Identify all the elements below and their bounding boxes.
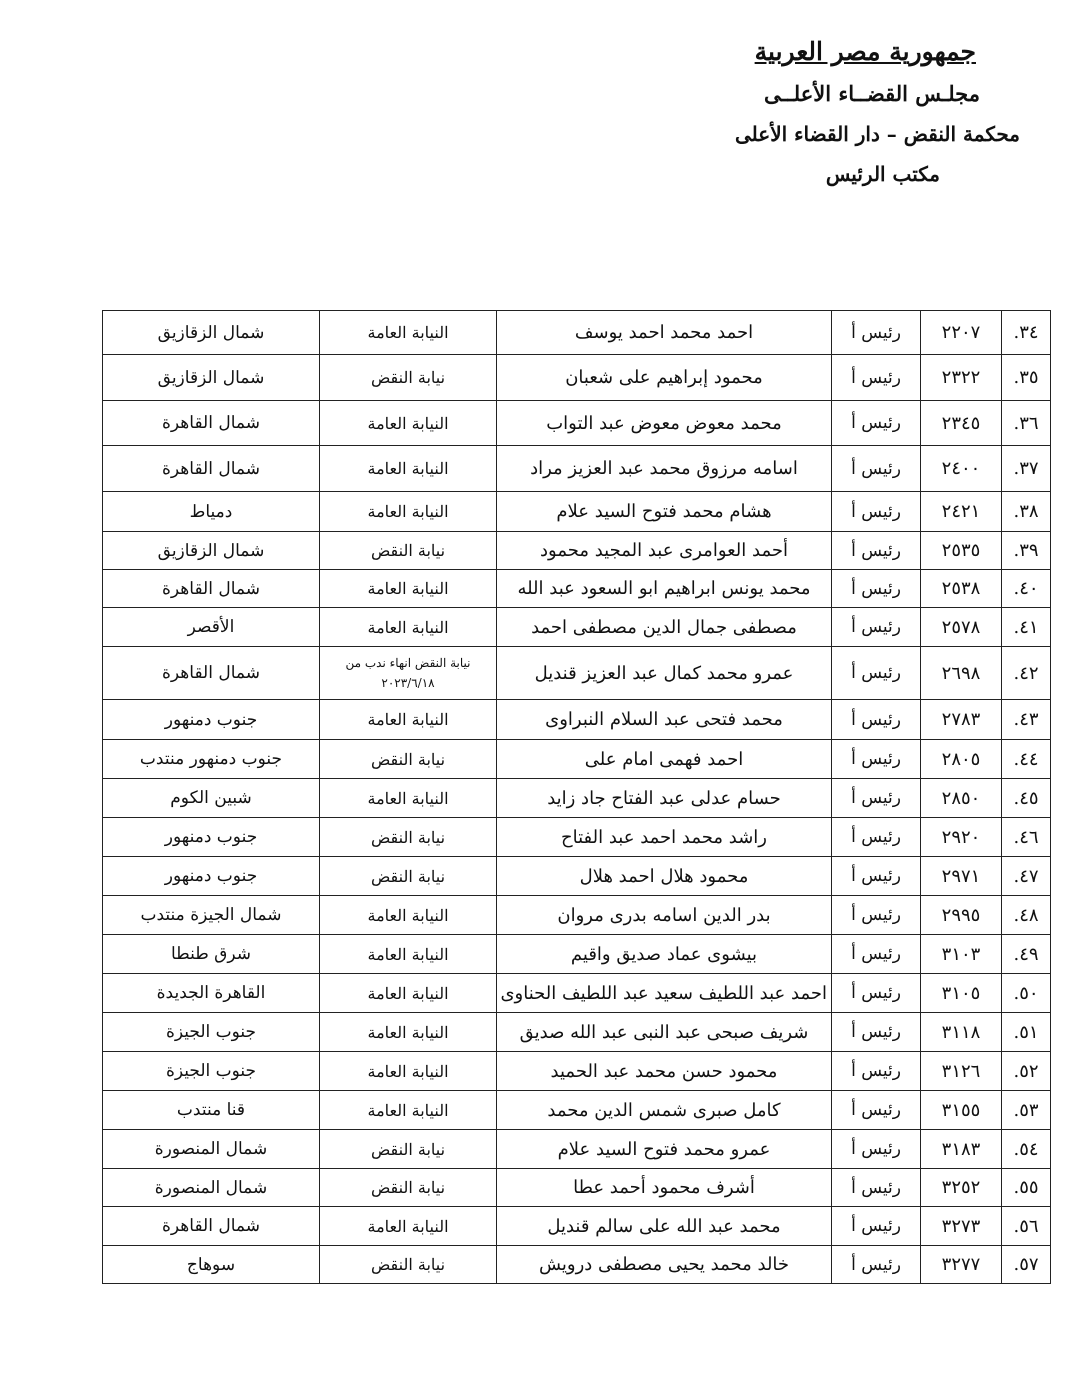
region-cell: شبين الكوم	[103, 779, 320, 818]
rank-cell: رئيس أ	[832, 896, 921, 935]
rank-cell: رئيس أ	[832, 935, 921, 974]
table-row	[103, 1052, 1051, 1091]
seniority-number: ٢٦٩٨	[921, 647, 1002, 700]
name-cell: عمرو محمد كمال عبد العزيز قنديل	[497, 647, 832, 700]
court-title: محكمة النقض – دار القضاء الأعلى	[735, 122, 1020, 146]
department-cell: نيابة النقض	[320, 1169, 497, 1207]
office-title: مكتب الرئيس	[825, 162, 940, 186]
seniority-number: ٣١٠٣	[921, 935, 1002, 974]
table-row	[103, 935, 1051, 974]
region-cell: شمال المنصورة	[103, 1130, 320, 1169]
seniority-number: ٣٢٥٢	[921, 1169, 1002, 1207]
row-number: ٤٥.	[1002, 779, 1051, 818]
seniority-number: ٢٩٢٠	[921, 818, 1002, 857]
region-cell: شمال الجيزة منتدب	[103, 896, 320, 935]
table-row	[103, 700, 1051, 740]
region-cell: شمال القاهرة	[103, 1207, 320, 1246]
department-cell: نيابة النقض	[320, 355, 497, 401]
department-cell: نيابة النقض	[320, 740, 497, 779]
seniority-number: ٣١٨٣	[921, 1130, 1002, 1169]
table-row	[103, 857, 1051, 896]
rank-cell: رئيس أ	[832, 492, 921, 532]
region-cell: سوهاج	[103, 1246, 320, 1284]
row-number: ٥٦.	[1002, 1207, 1051, 1246]
rank-cell: رئيس أ	[832, 974, 921, 1013]
rank-cell: رئيس أ	[832, 570, 921, 608]
table-row	[103, 1130, 1051, 1169]
name-cell: محمد عبد الله على سالم قنديل	[497, 1207, 832, 1246]
name-cell: مصطفى جمال الدين مصطفى احمد	[497, 608, 832, 647]
row-number: ٥٧.	[1002, 1246, 1051, 1284]
rank-cell: رئيس أ	[832, 700, 921, 740]
seniority-number: ٣١١٨	[921, 1013, 1002, 1052]
name-cell: راشد محمد احمد عبد الفتاح	[497, 818, 832, 857]
seniority-number: ٣١٢٦	[921, 1052, 1002, 1091]
document-header	[680, 30, 1020, 194]
rank-cell: رئيس أ	[832, 401, 921, 446]
seniority-number: ٣١٥٥	[921, 1091, 1002, 1130]
name-cell: محمود إبراهيم على شعبان	[497, 355, 832, 401]
row-number: ٣٩.	[1002, 532, 1051, 570]
rank-cell: رئيس أ	[832, 818, 921, 857]
table-row	[103, 1207, 1051, 1246]
name-cell: محمود حسن محمد عبد الحميد	[497, 1052, 832, 1091]
name-cell: احمد محمد احمد يوسف	[497, 311, 832, 355]
region-cell: شمال الزقازيق	[103, 532, 320, 570]
name-cell: خالد محمد يحيى مصطفى درويش	[497, 1246, 832, 1284]
department-cell: النيابة العامة	[320, 974, 497, 1013]
department-cell: النيابة العامة	[320, 311, 497, 355]
department-cell: نيابة النقض	[320, 857, 497, 896]
rank-cell: رئيس أ	[832, 1169, 921, 1207]
table-row	[103, 446, 1051, 492]
row-number: ٤٤.	[1002, 740, 1051, 779]
rank-cell: رئيس أ	[832, 1013, 921, 1052]
seniority-number: ٣١٠٥	[921, 974, 1002, 1013]
region-cell: شمال القاهرة	[103, 446, 320, 492]
region-cell: القاهرة الجديدة	[103, 974, 320, 1013]
department-cell: النيابة العامة	[320, 935, 497, 974]
rank-cell: رئيس أ	[832, 355, 921, 401]
region-cell: شمال القاهرة	[103, 647, 320, 700]
department-cell: النيابة العامة	[320, 1052, 497, 1091]
row-number: ٤٩.	[1002, 935, 1051, 974]
council-title: مجلـس القضــاء الأعلــى	[763, 81, 980, 106]
department-cell: النيابة العامة	[320, 700, 497, 740]
table-row	[103, 608, 1051, 647]
rank-cell: رئيس أ	[832, 740, 921, 779]
rank-cell: رئيس أ	[832, 1246, 921, 1284]
name-cell: محمد فتحى عبد السلام النبراوى	[497, 700, 832, 740]
region-cell: جنوب الجيزة	[103, 1052, 320, 1091]
name-cell: احمد عبد اللطيف سعيد عبد اللطيف الحناوى	[497, 974, 832, 1013]
department-cell: النيابة العامة	[320, 570, 497, 608]
seniority-number: ٢٧٨٣	[921, 700, 1002, 740]
table-row	[103, 1091, 1051, 1130]
row-number: ٤٣.	[1002, 700, 1051, 740]
seniority-number: ٢٩٧١	[921, 857, 1002, 896]
rank-cell: رئيس أ	[832, 532, 921, 570]
name-cell: محمود هلال احمد هلال	[497, 857, 832, 896]
region-cell: شمال الزقازيق	[103, 355, 320, 401]
table-row	[103, 401, 1051, 446]
seniority-number: ٢٢٠٧	[921, 311, 1002, 355]
region-cell: الأقصر	[103, 608, 320, 647]
department-cell: النيابة العامة	[320, 608, 497, 647]
table-row	[103, 532, 1051, 570]
rank-cell: رئيس أ	[832, 1091, 921, 1130]
department-cell: النيابة العامة	[320, 446, 497, 492]
name-cell: اسامه مرزوق محمد عبد العزيز مراد	[497, 446, 832, 492]
department-cell: النيابة العامة	[320, 896, 497, 935]
department-cell: نيابة النقض انهاء ندب من ٢٠٢٣/٦/١٨	[320, 647, 497, 700]
department-cell: النيابة العامة	[320, 1013, 497, 1052]
region-cell: شمال القاهرة	[103, 401, 320, 446]
seniority-number: ٢٤٠٠	[921, 446, 1002, 492]
row-number: ٥١.	[1002, 1013, 1051, 1052]
region-cell: جنوب دمنهور	[103, 857, 320, 896]
region-cell: شمال الزقازيق	[103, 311, 320, 355]
seniority-number: ٢٤٢١	[921, 492, 1002, 532]
table-row	[103, 779, 1051, 818]
seniority-number: ٢٨٠٥	[921, 740, 1002, 779]
table-row	[103, 740, 1051, 779]
region-cell: جنوب دمنهور منتدب	[103, 740, 320, 779]
roster-table	[102, 310, 1051, 1284]
seniority-number: ٣٢٧٣	[921, 1207, 1002, 1246]
seniority-number: ٢٣٢٢	[921, 355, 1002, 401]
row-number: ٤٨.	[1002, 896, 1051, 935]
name-cell: بدر الدين اسامه بدرى مروان	[497, 896, 832, 935]
name-cell: شريف صبحى عبد النبى عبد الله صديق	[497, 1013, 832, 1052]
row-number: ٣٥.	[1002, 355, 1051, 401]
region-cell: جنوب الجيزة	[103, 1013, 320, 1052]
roster-body	[103, 311, 1051, 1284]
seniority-number: ٢٥٣٥	[921, 532, 1002, 570]
seniority-number: ٢٥٧٨	[921, 608, 1002, 647]
name-cell: كامل صبرى شمس الدين محمد	[497, 1091, 832, 1130]
row-number: ٤٧.	[1002, 857, 1051, 896]
table-row	[103, 570, 1051, 608]
region-cell: دمياط	[103, 492, 320, 532]
seniority-number: ٢٨٥٠	[921, 779, 1002, 818]
region-cell: قنا منتدب	[103, 1091, 320, 1130]
region-cell: شمال المنصورة	[103, 1169, 320, 1207]
rank-cell: رئيس أ	[832, 779, 921, 818]
department-cell: نيابة النقض	[320, 818, 497, 857]
name-cell: أحمد العوامرى عبد المجيد محمود	[497, 532, 832, 570]
name-cell: أشرف محمود أحمد عطا	[497, 1169, 832, 1207]
department-cell: النيابة العامة	[320, 492, 497, 532]
row-number: ٣٧.	[1002, 446, 1051, 492]
row-number: ٥٢.	[1002, 1052, 1051, 1091]
rank-cell: رئيس أ	[832, 857, 921, 896]
name-cell: حسام عدلى عبد الفتاح جاد زايد	[497, 779, 832, 818]
name-cell: محمد معوض معوض عبد التواب	[497, 401, 832, 446]
table-row	[103, 896, 1051, 935]
row-number: ٥٠.	[1002, 974, 1051, 1013]
row-number: ٥٤.	[1002, 1130, 1051, 1169]
country-title: جمهورية مصر العربية	[754, 37, 976, 66]
row-number: ٣٤.	[1002, 311, 1051, 355]
region-cell: شمال القاهرة	[103, 570, 320, 608]
row-number: ٤٢.	[1002, 647, 1051, 700]
name-cell: احمد فهمى امام على	[497, 740, 832, 779]
row-number: ٥٥.	[1002, 1169, 1051, 1207]
department-cell: النيابة العامة	[320, 779, 497, 818]
table-row	[103, 311, 1051, 355]
table-row	[103, 1013, 1051, 1052]
table-row	[103, 1169, 1051, 1207]
table-row	[103, 974, 1051, 1013]
rank-cell: رئيس أ	[832, 1207, 921, 1246]
department-cell: نيابة النقض	[320, 532, 497, 570]
row-number: ٥٣.	[1002, 1091, 1051, 1130]
region-cell: شرق طنطا	[103, 935, 320, 974]
region-cell: جنوب دمنهور	[103, 700, 320, 740]
seniority-number: ٣٢٧٧	[921, 1246, 1002, 1284]
department-cell: النيابة العامة	[320, 1207, 497, 1246]
table-row	[103, 355, 1051, 401]
region-cell: جنوب دمنهور	[103, 818, 320, 857]
row-number: ٣٨.	[1002, 492, 1051, 532]
department-cell: النيابة العامة	[320, 1091, 497, 1130]
rank-cell: رئيس أ	[832, 608, 921, 647]
rank-cell: رئيس أ	[832, 446, 921, 492]
department-cell: نيابة النقض	[320, 1246, 497, 1284]
rank-cell: رئيس أ	[832, 311, 921, 355]
name-cell: محمد يونس ابراهيم ابو السعود عبد الله	[497, 570, 832, 608]
seniority-number: ٢٥٣٨	[921, 570, 1002, 608]
department-cell: النيابة العامة	[320, 401, 497, 446]
row-number: ٤١.	[1002, 608, 1051, 647]
seniority-number: ٢٩٩٥	[921, 896, 1002, 935]
table-row	[103, 1246, 1051, 1284]
seniority-number: ٢٣٤٥	[921, 401, 1002, 446]
rank-cell: رئيس أ	[832, 1052, 921, 1091]
table-row	[103, 647, 1051, 700]
row-number: ٤٦.	[1002, 818, 1051, 857]
table-row	[103, 492, 1051, 532]
rank-cell: رئيس أ	[832, 1130, 921, 1169]
name-cell: هشام محمد فتوح السيد علام	[497, 492, 832, 532]
row-number: ٣٦.	[1002, 401, 1051, 446]
table-row	[103, 818, 1051, 857]
department-cell: نيابة النقض	[320, 1130, 497, 1169]
name-cell: بيشوى عماد صديق واقيم	[497, 935, 832, 974]
row-number: ٤٠.	[1002, 570, 1051, 608]
rank-cell: رئيس أ	[832, 647, 921, 700]
name-cell: عمرو محمد فتوح السيد علام	[497, 1130, 832, 1169]
